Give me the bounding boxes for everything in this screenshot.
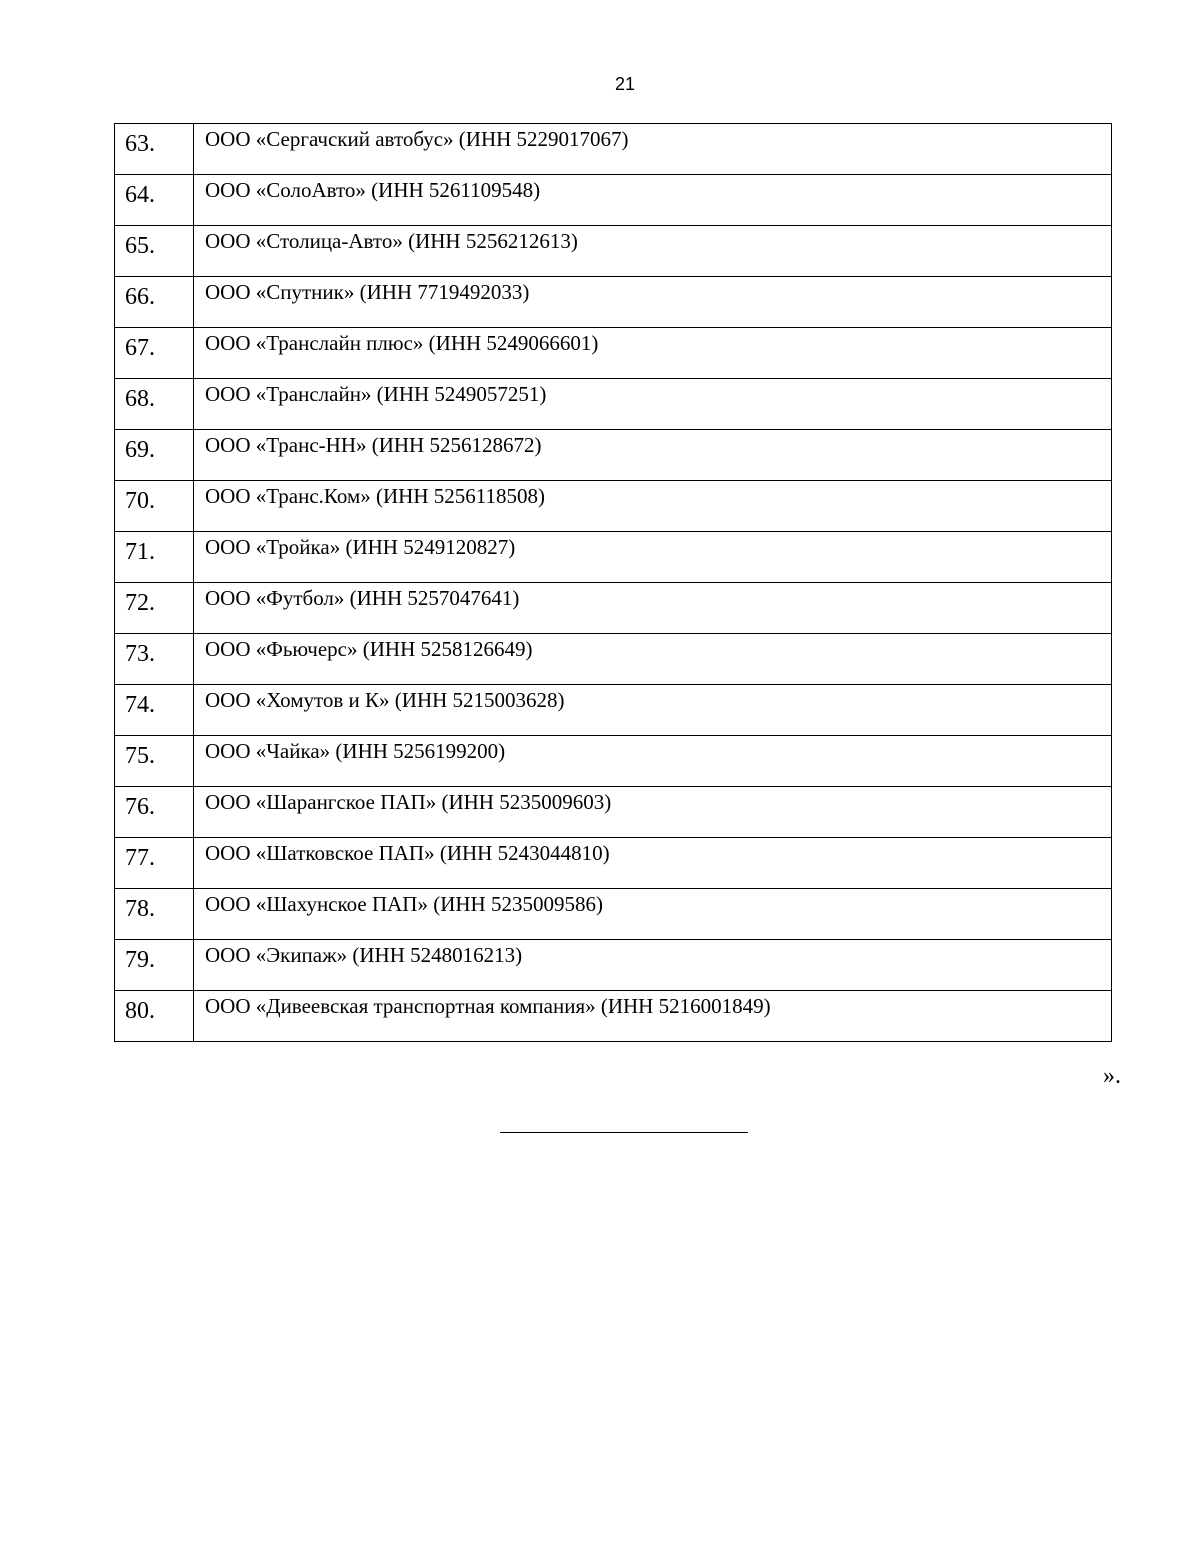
- row-number: 71.: [115, 532, 194, 583]
- organization-name: ООО «Транс.Ком» (ИНН 5256118508): [194, 481, 1112, 532]
- table-row: [115, 736, 1112, 787]
- organization-name: ООО «Дивеевская транспортная компания» (ИНН 5216001849): [194, 991, 1112, 1042]
- table-row: [115, 787, 1112, 838]
- table-row: [115, 430, 1112, 481]
- closing-quote: ».: [1103, 1063, 1121, 1089]
- row-number: 70.: [115, 481, 194, 532]
- organization-name: ООО «Шарангское ПАП» (ИНН 5235009603): [194, 787, 1112, 838]
- row-number: 73.: [115, 634, 194, 685]
- page-number: 21: [614, 74, 636, 94]
- table-row: [115, 634, 1112, 685]
- table-row: [115, 328, 1112, 379]
- row-number: 63.: [115, 124, 194, 175]
- table-row: [115, 991, 1112, 1042]
- organization-name: ООО «Чайка» (ИНН 5256199200): [194, 736, 1112, 787]
- table-row: [115, 583, 1112, 634]
- organization-name: ООО «Экипаж» (ИНН 5248016213): [194, 940, 1112, 991]
- row-number: 77.: [115, 838, 194, 889]
- row-number: 66.: [115, 277, 194, 328]
- row-number: 65.: [115, 226, 194, 277]
- row-number: 78.: [115, 889, 194, 940]
- table-row: [115, 532, 1112, 583]
- row-number: 69.: [115, 430, 194, 481]
- organization-name: ООО «Футбол» (ИНН 5257047641): [194, 583, 1112, 634]
- table-row: [115, 277, 1112, 328]
- organization-name: ООО «Транс-НН» (ИНН 5256128672): [194, 430, 1112, 481]
- row-number: 67.: [115, 328, 194, 379]
- organizations-table: [114, 123, 1112, 1042]
- table-row: [115, 379, 1112, 430]
- organization-name: ООО «Транслайн плюс» (ИНН 5249066601): [194, 328, 1112, 379]
- organization-name: ООО «Транслайн» (ИНН 5249057251): [194, 379, 1112, 430]
- row-number: 80.: [115, 991, 194, 1042]
- separator-line: [500, 1132, 748, 1133]
- organization-name: ООО «Хомутов и К» (ИНН 5215003628): [194, 685, 1112, 736]
- table-row: [115, 940, 1112, 991]
- organization-name: ООО «Сергачский автобус» (ИНН 5229017067): [194, 124, 1112, 175]
- organization-name: ООО «СолоАвто» (ИНН 5261109548): [194, 175, 1112, 226]
- table-row: [115, 838, 1112, 889]
- table-row: [115, 226, 1112, 277]
- organization-name: ООО «Столица-Авто» (ИНН 5256212613): [194, 226, 1112, 277]
- row-number: 79.: [115, 940, 194, 991]
- table-row: [115, 175, 1112, 226]
- row-number: 76.: [115, 787, 194, 838]
- organization-name: ООО «Шатковское ПАП» (ИНН 5243044810): [194, 838, 1112, 889]
- organization-name: ООО «Спутник» (ИНН 7719492033): [194, 277, 1112, 328]
- table-row: [115, 889, 1112, 940]
- table-row: [115, 124, 1112, 175]
- organization-name: ООО «Тройка» (ИНН 5249120827): [194, 532, 1112, 583]
- table-row: [115, 685, 1112, 736]
- table-row: [115, 481, 1112, 532]
- organization-name: ООО «Фьючерс» (ИНН 5258126649): [194, 634, 1112, 685]
- row-number: 68.: [115, 379, 194, 430]
- row-number: 64.: [115, 175, 194, 226]
- row-number: 74.: [115, 685, 194, 736]
- row-number: 72.: [115, 583, 194, 634]
- organization-name: ООО «Шахунское ПАП» (ИНН 5235009586): [194, 889, 1112, 940]
- row-number: 75.: [115, 736, 194, 787]
